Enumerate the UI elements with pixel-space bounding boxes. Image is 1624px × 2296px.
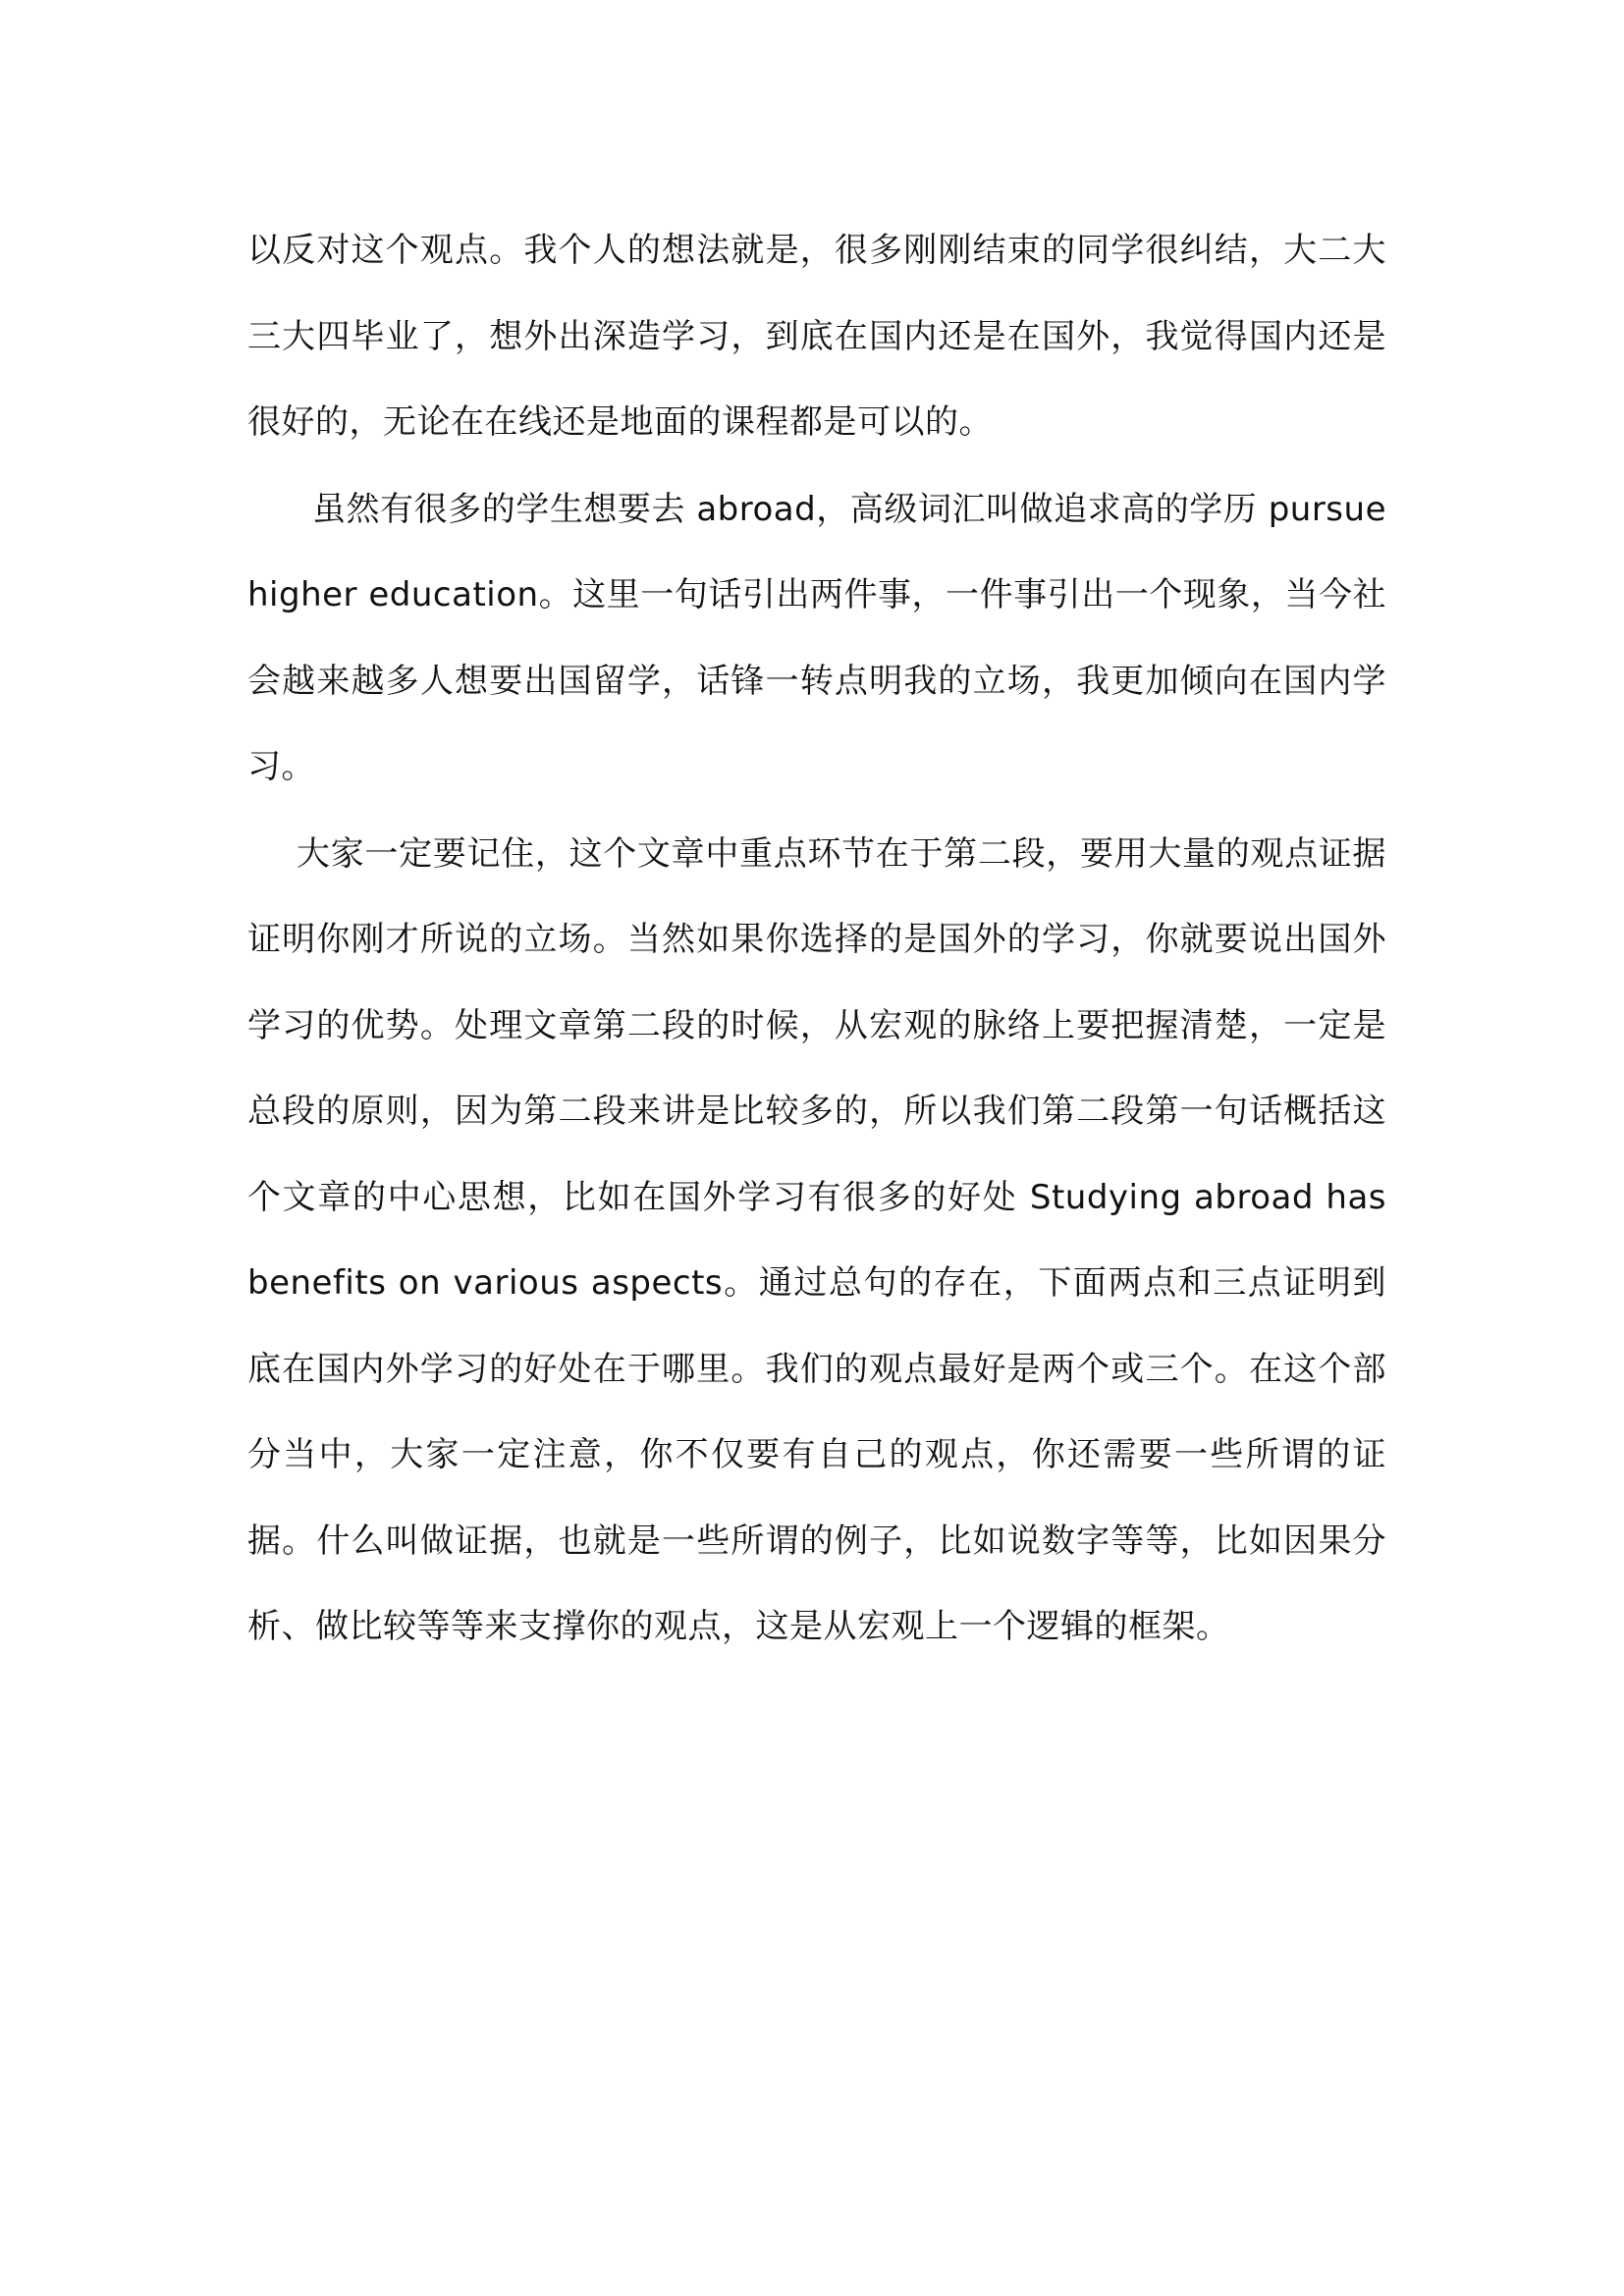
paragraph-1: 以反对这个观点。我个人的想法就是，很多刚刚结束的同学很纠结，大二大三大四毕业了，想外出深造学习，到底在国内还是在国外，我觉得国内还是很好的，无论在在线还是地面的课程都是可以的。 [247, 231, 1386, 442]
paragraph-3: 大家一定要记住，这个文章中重点环节在于第二段，要用大量的观点证据证明你刚才所说的立场。当然如果你选择的是国外的学习，你就要说出国外学习的优势。处理文章第二段的时候，从宏观的脉络上要把握清楚，一定是总段的原则，因为第二段来讲是比较多的，所以我们第二段第一句话概括这个文章的中心思想，比如在国外学习有很多的好处 Studying abroad has benefits on various aspects。通过总句的存在，下面两点和三点证明到底在国内外学习的好处在于哪里。我们的观点最好是两个或三个。在这个部分当中，大家一定注意，你不仅要有自己的观点，你还需要一些所谓的证据。什么叫做证据，也就是一些所谓的例子，比如说数字等等，比如因果分析、做比较等等来支撑你的观点，这是从宏观上一个逻辑的框架。 [247, 833, 1386, 1646]
body-text [247, 208, 1386, 1672]
paragraph-2: 虽然有很多的学生想要去 abroad，高级词汇叫做追求高的学历 pursue higher education。这里一句话引出两件事，一件事引出一个现象，当今社会越来越多人想要出国留学，话锋一转点明我的立场，我更加倾向在国内学习。 [247, 489, 1386, 786]
